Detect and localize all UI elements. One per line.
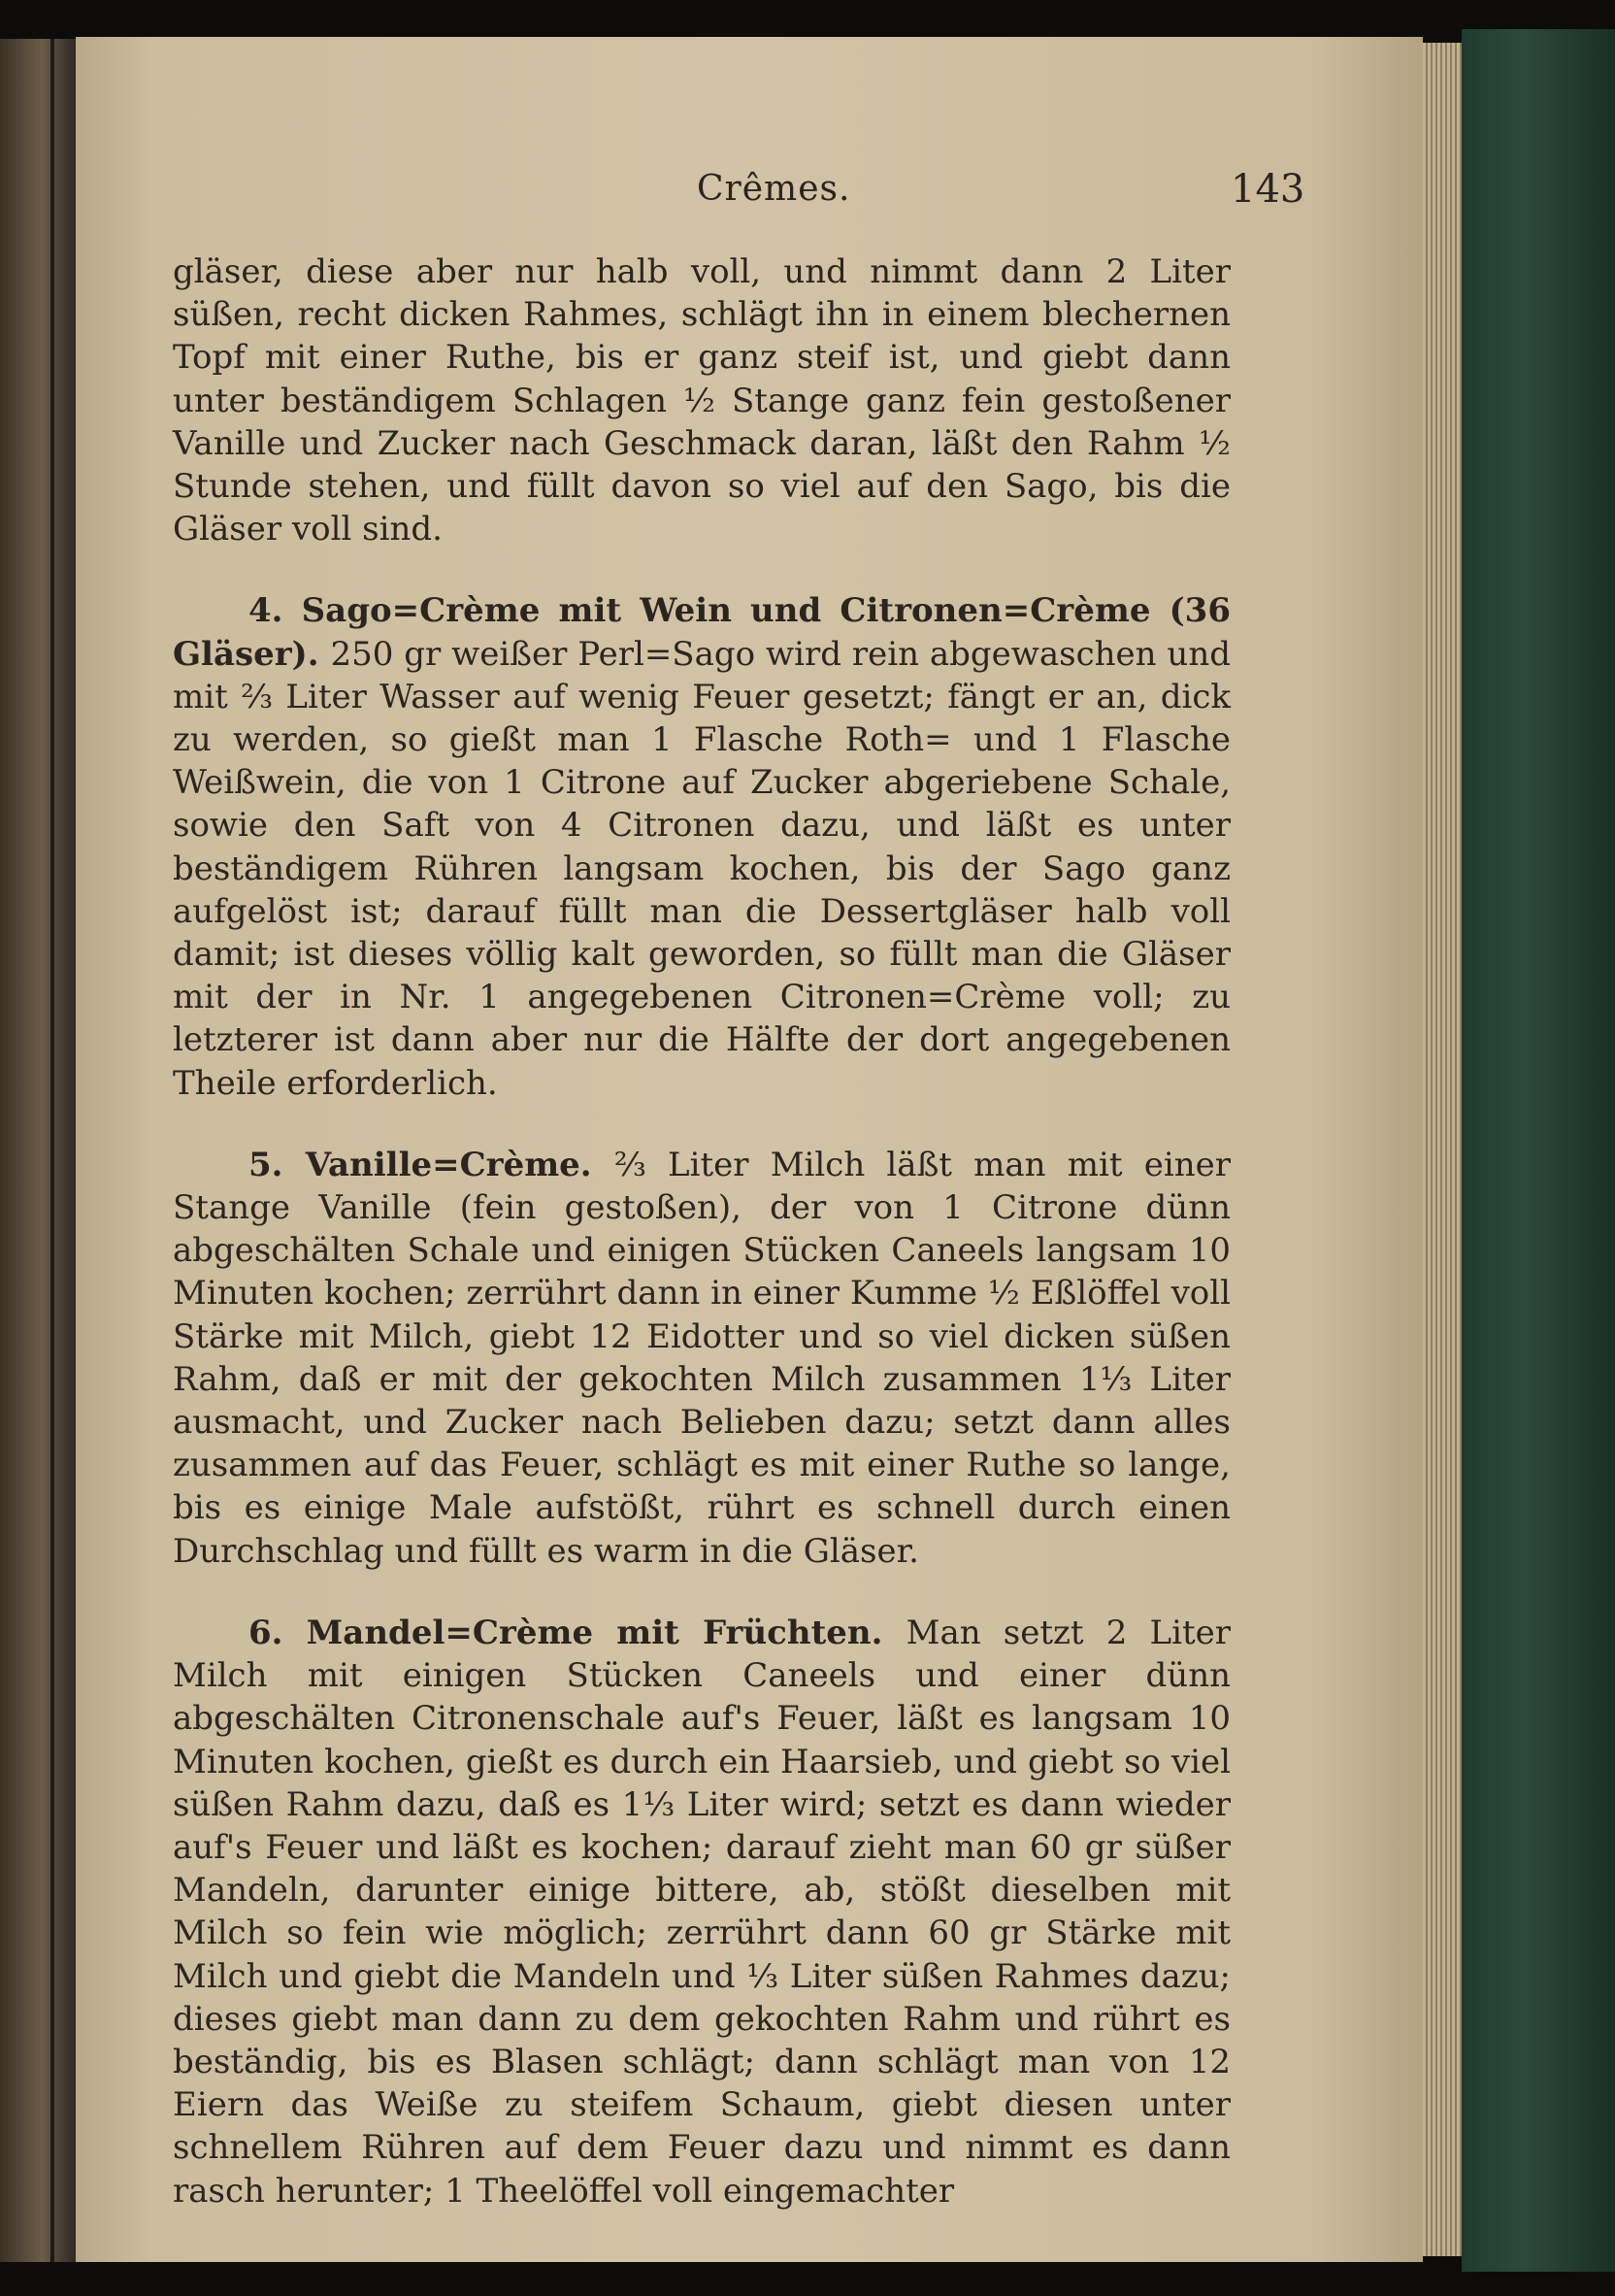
page-number: 143 [1231, 167, 1305, 212]
recipe-6-text: Man setzt 2 Liter Milch mit einigen Stücken Caneels und einer dünn abgeschälten Citronenschale auf's Feuer, läßt es langsam 10 Minuten kochen, gießt es durch ein Haarsieb, und giebt so viel süßen Rahm dazu, daß es 1⅓ Liter wird; setzt es dann wieder auf's Feuer und läßt es kochen; darauf zieht man 60 gr süßer Mandeln, darunter einige bittere, ab, stößt dieselben mit Milch so fein wie möglich; zerrührt dann 60 gr Stärke mit Milch und giebt die Mandeln und ⅓ Liter süßen Rahmes dazu; dieses giebt man dann zu dem gekochten Rahm und rührt es beständig, bis es Blasen schlägt; dann schlägt man von 12 Eiern das Weiße zu steifem Schaum, giebt diesen unter schnellem Rühren auf dem Feuer dazu und nimmt es dann rasch herunter; 1 Theelöffel voll eingemachter [173, 1613, 1231, 2211]
page-body [173, 250, 1231, 2213]
book-cover [1462, 29, 1615, 2272]
page-stack-edge [1423, 43, 1462, 2256]
recipe-6-heading: 6. Mandel=Crème mit Früchten. [248, 1613, 906, 1652]
recipe-5 [173, 1144, 1231, 1573]
book-gutter [50, 39, 54, 2262]
recipe-5-heading: 5. Vanille=Crème. [248, 1145, 614, 1184]
recipe-6 [173, 1612, 1231, 2213]
intro-paragraph: gläser, diese aber nur halb voll, und nimmt dann 2 Liter süßen, recht dicken Rahmes, schlägt ihn in einem blechernen Topf mit einer Ruthe, bis er ganz steif ist, und giebt dann unter beständigem Schlagen ½ Stange ganz fein gestoßener Vanille und Zucker nach Geschmack daran, läßt den Rahm ½ Stunde stehen, und füllt davon so viel auf den Sago, bis die Gläser voll sind. [173, 252, 1231, 549]
left-page-edge [0, 39, 76, 2262]
recipe-5-text: ⅔ Liter Milch läßt man mit einer Stange Vanille (fein gestoßen), der von 1 Citrone dünn abgeschälten Schale und einigen Stücken Caneels langsam 10 Minuten kochen; zerrührt dann in einer Kumme ½ Eßlöffel voll Stärke mit Milch, giebt 12 Eidotter und so viel dicken süßen Rahm, daß er mit der gekochten Milch zusammen 1⅓ Liter ausmacht, und Zucker nach Belieben dazu; setzt dann alles zusammen auf das Feuer, schlägt es mit einer Ruthe so lange, bis es einige Male aufstößt, rührt es schnell durch einen Durchschlag und füllt es warm in die Gläser. [173, 1145, 1231, 1571]
running-head [76, 163, 1423, 221]
running-title: Crêmes. [697, 169, 851, 209]
recipe-4-text: 250 gr weißer Perl=Sago wird rein abgewaschen und mit ⅔ Liter Wasser auf wenig Feuer gesetzt; fängt er an, dick zu werden, so gießt man 1 Flasche Roth= und 1 Flasche Weißwein, die von 1 Citrone auf Zucker abgeriebene Schale, sowie den Saft von 4 Citronen dazu, und läßt es unter beständigem Rühren langsam kochen, bis der Sago ganz aufgelöst ist; darauf füllt man die Dessertgläser halb voll damit; ist dieses völlig kalt geworden, so füllt man die Gläser mit der in Nr. 1 angegebenen Citronen=Crème voll; zu letzterer ist dann aber nur die Hälfte der dort angegebenen Theile erforderlich. [173, 634, 1231, 1103]
recipe-4-heading: 4. Sago=Crème mit Wein und Citronen=Crème (36 Gläser). [173, 591, 1231, 674]
recipe-4 [173, 589, 1231, 1104]
